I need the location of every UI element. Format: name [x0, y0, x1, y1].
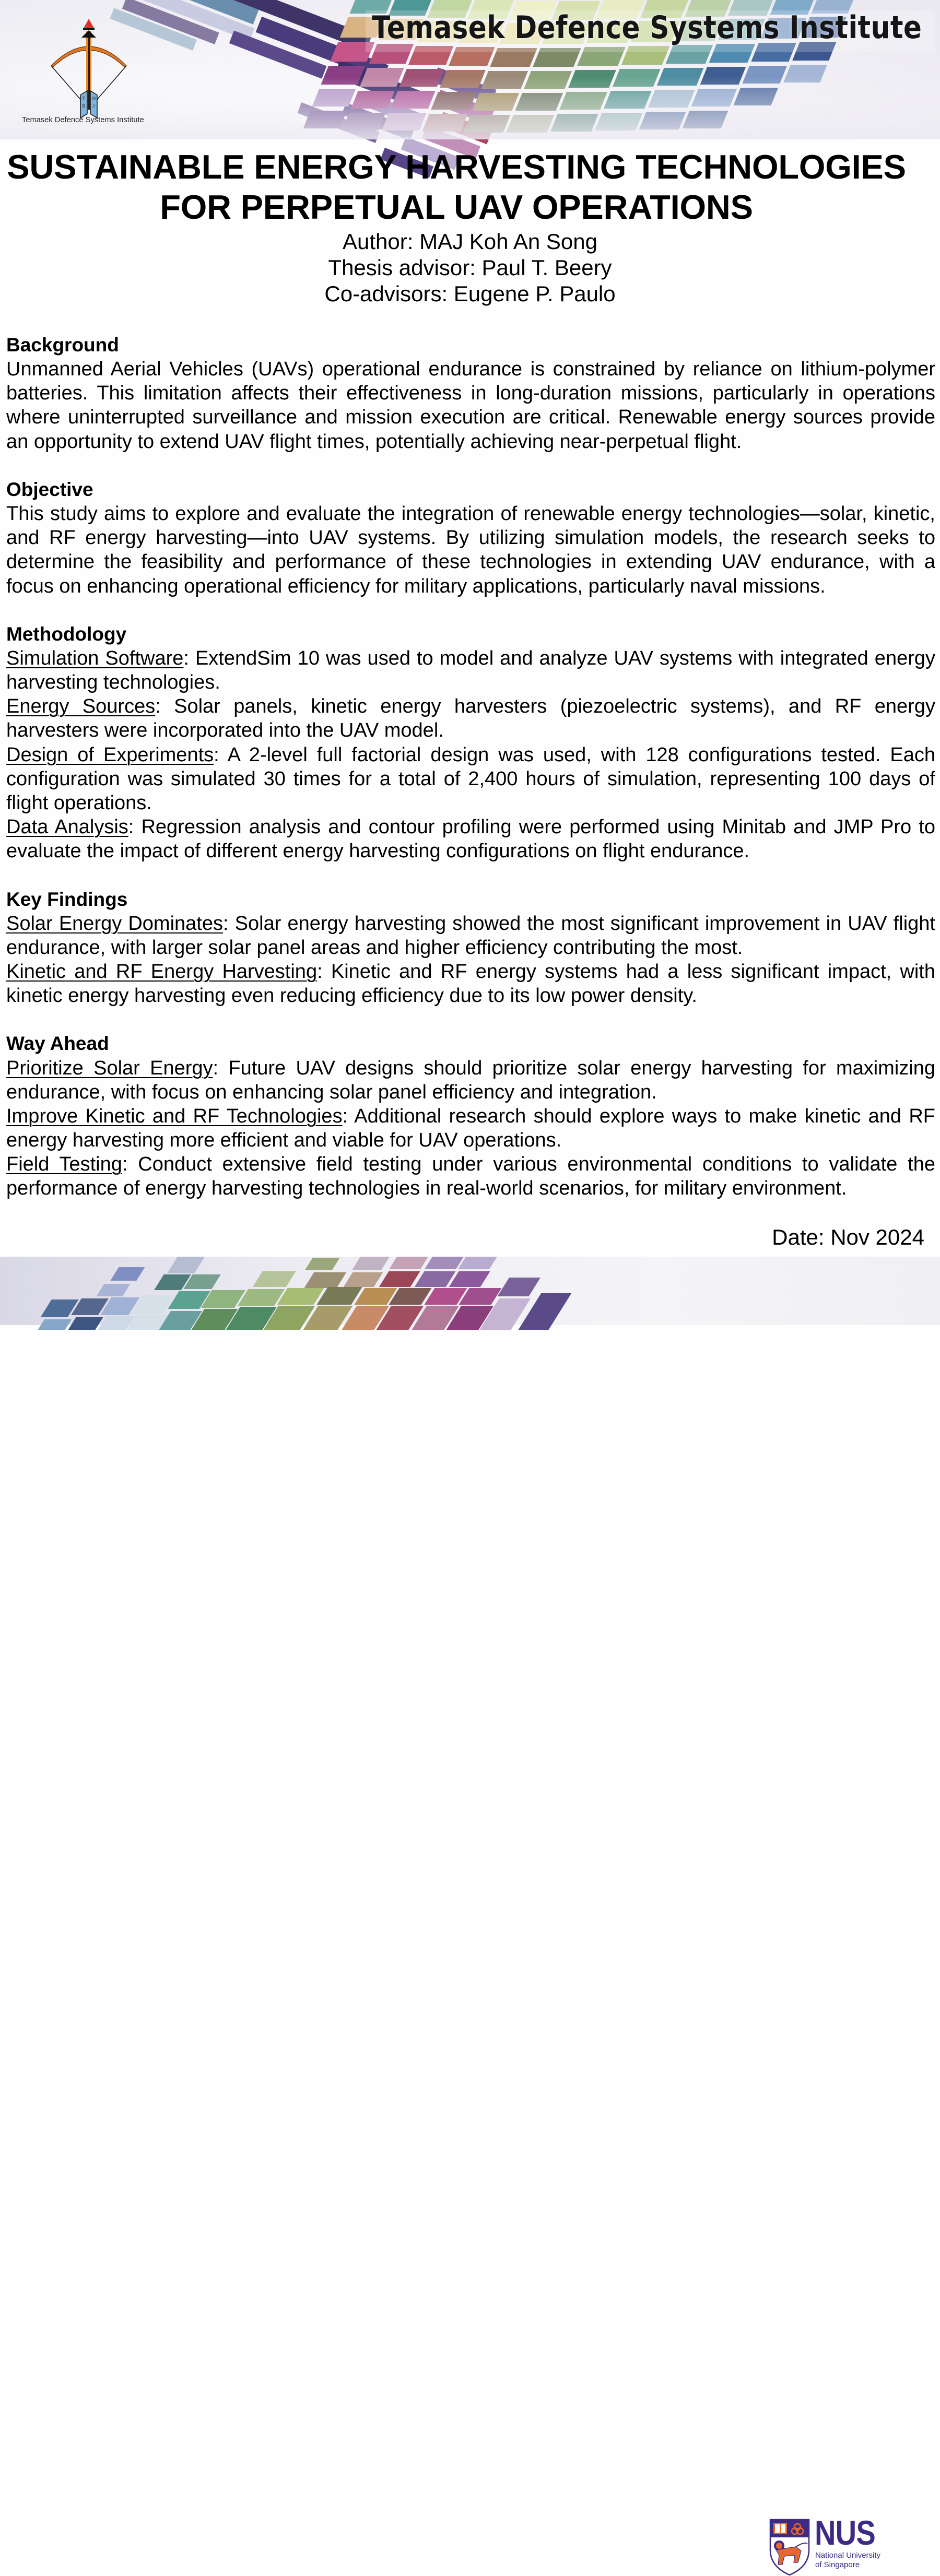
item-text: : Solar panels, kinetic energy harvesters (piezoelectric systems), and RF energy harvesters were incorporated into the UAV model.: [6, 695, 935, 742]
title-line-1: SUSTAINABLE ENERGY HARVESTING TECHNOLOGIES: [7, 148, 906, 186]
section-methodology: [6, 622, 935, 864]
thesis-advisor-line: Thesis advisor: Paul T. Beery: [328, 255, 612, 280]
nus-subtitle: [815, 2551, 880, 2570]
author-block: [0, 229, 940, 307]
item-label: Improve Kinetic and RF Technologies: [6, 1105, 343, 1127]
section-heading: Methodology: [6, 623, 127, 645]
list-item: [6, 694, 935, 742]
item-label: Solar Energy Dominates: [6, 912, 223, 935]
list-item: [6, 1104, 935, 1152]
list-item: [6, 960, 935, 1008]
section-key-findings: [6, 888, 935, 1008]
item-text: : ExtendSim 10 was used to model and analyze UAV systems with integrated energy harvesting technologies.: [6, 647, 936, 694]
section-way-ahead: [6, 1032, 935, 1200]
item-label: Simulation Software: [6, 647, 184, 669]
item-label: Data Analysis: [6, 816, 128, 838]
section-spacer: [6, 454, 935, 478]
author-line: Author: MAJ Koh An Song: [343, 229, 597, 254]
section-heading: Key Findings: [6, 888, 128, 910]
item-text: : Additional research should explore ways to make kinetic and RF energy harvesting more efficient and viable for UAV operations.: [6, 1105, 935, 1152]
section-body: Unmanned Aerial Vehicles (UAVs) operational endurance is constrained by reliance on lithium-polymer batteries. This limitation affects their effectiveness in long-duration missions, particularly in operations where uninterrupted surveillance and mission execution are critical. Renewable energy sources provide an opportunity to extend UAV flight times, potentially achieving near-perpetual flight.: [6, 358, 935, 453]
section-objective: [6, 478, 935, 598]
item-text: : Kinetic and RF energy systems had a less significant impact, with kinetic energy harvesting even reducing efficiency due to its low power density.: [6, 961, 936, 1007]
item-text: : A 2-level full factorial design was used, with 128 configurations tested. Each configuration was simulated 30 times for a total of 2,400 hours of simulation, representing 100 days of flight operations.: [6, 743, 935, 814]
fin-letter-i: I: [93, 103, 95, 109]
section-spacer: [6, 863, 935, 887]
institute-banner-title: Temasek Defence Systems Institute: [372, 9, 922, 46]
section-heading: Objective: [6, 478, 93, 500]
title-line-2: FOR PERPETUAL UAV OPERATIONS: [160, 188, 753, 226]
tdsi-logo-caption: Temasek Defence Systems Institute: [22, 116, 144, 124]
nus-subtitle-line-2: of Singapore: [815, 2560, 860, 2569]
footer-mosaic-graphic: [0, 1257, 940, 1325]
item-text: : Conduct extensive field testing under various environmental conditions to validate the performance of energy harvesting technologies in real-world scenarios, for military environment.: [6, 1153, 935, 1200]
nus-wordmark: NUS: [815, 2513, 875, 2552]
fin-letter-s: S: [81, 103, 86, 109]
list-item: [6, 1056, 935, 1104]
section-spacer: [6, 1008, 935, 1032]
fin-letter-d: D: [92, 96, 96, 101]
nus-subtitle-line-1: National University: [815, 2551, 881, 2560]
section-background: [6, 333, 935, 454]
bow-and-arrow-emblem-icon: [37, 16, 141, 115]
item-label: Kinetic and RF Energy Harvesting: [6, 961, 318, 983]
poster-date: Date: Nov 2024: [772, 1225, 924, 1249]
fin-letter-t: T: [82, 96, 85, 101]
section-spacer: [6, 598, 935, 622]
item-label: Field Testing: [6, 1153, 122, 1176]
poster-title: [0, 147, 913, 227]
section-heading: Way Ahead: [6, 1033, 109, 1055]
item-text: : Regression analysis and contour profiling were performed using Minitab and JMP Pro to evaluate the impact of different energy harvesting configurations on flight endurance.: [6, 816, 935, 862]
list-item: [6, 1152, 935, 1200]
section-body: This study aims to explore and evaluate the integration of renewable energy technologies—solar, kinetic, and RF energy harvesting—into UAV systems. By utilizing simulation models, the research seeks to determine the feasibility and performance of these technologies in extending UAV endurance, with a focus on enhancing operational efficiency for military applications, particularly naval missions.: [6, 503, 935, 597]
co-advisors-line: Co-advisors: Eugene P. Paulo: [324, 281, 616, 306]
item-label: Energy Sources: [6, 695, 156, 718]
list-item: [6, 743, 935, 815]
item-text: : Future UAV designs should prioritize solar energy harvesting for maximizing endurance, with focus on enhancing solar panel efficiency and integration.: [6, 1057, 935, 1103]
section-heading: Background: [6, 334, 119, 356]
item-label: Prioritize Solar Energy: [6, 1057, 213, 1079]
tdsi-logo: [16, 16, 167, 131]
poster-content: [6, 333, 935, 1201]
header-banner: [0, 0, 940, 139]
footer-banner: [0, 1257, 940, 2569]
nus-shield-lion-icon: [769, 2519, 810, 2576]
nus-logo: [769, 2513, 904, 2576]
item-text: : Solar energy harvesting showed the most significant improvement in UAV flight endurance, with larger solar panel areas and higher efficiency contributing the most.: [6, 912, 935, 959]
list-item: [6, 646, 935, 694]
list-item: [6, 815, 935, 863]
item-label: Design of Experiments: [6, 743, 214, 766]
list-item: [6, 912, 935, 960]
